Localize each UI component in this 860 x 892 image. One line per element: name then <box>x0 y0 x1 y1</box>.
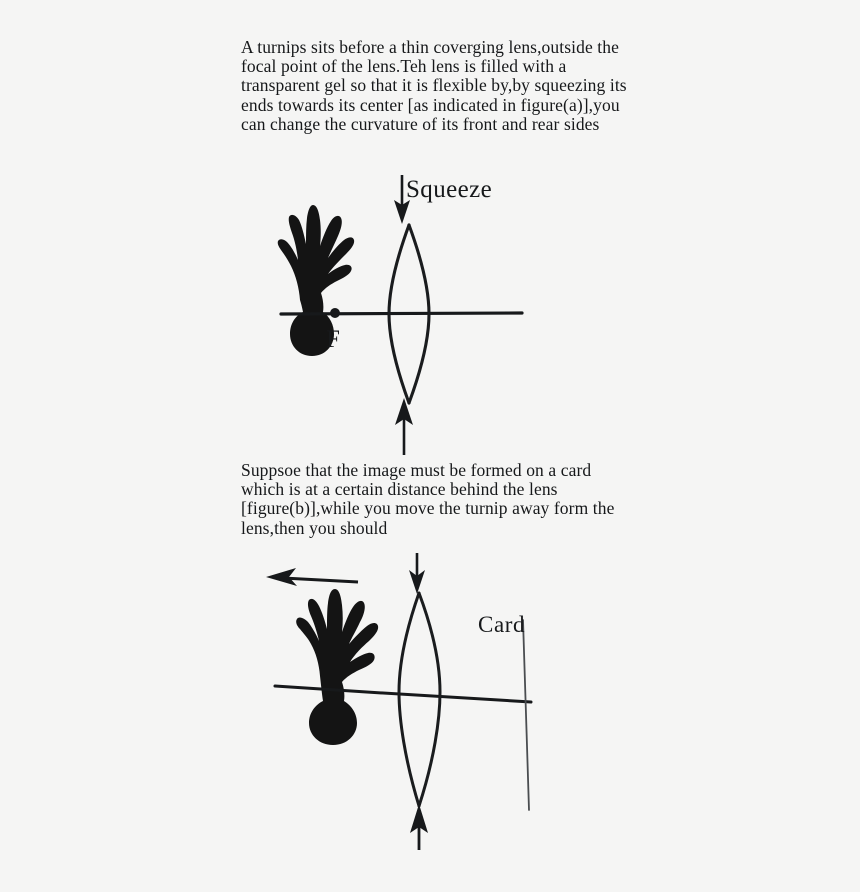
card-label: Card <box>478 612 526 637</box>
squeeze-arrow-bottom-figure-b <box>410 804 428 850</box>
card-line-figure-b <box>523 620 529 810</box>
problem-paragraph-first: A turnips sits before a thin coverging lens,outside the focal point of the lens.Teh lens is filled with a transparent gel so that it is flexible by,by squeezing its ends towards its center [as indicated in figure(a)],you can change the curvature of its front and rear sides <box>241 37 632 134</box>
optical-axis-figure-a <box>281 313 522 314</box>
squeeze-arrow-bottom-figure-a <box>395 398 413 455</box>
focal-point-label: F <box>326 326 340 353</box>
turnip-object-figure-a <box>278 205 354 356</box>
motion-arrow-left-figure-b <box>266 568 358 586</box>
figure-a <box>0 160 860 460</box>
squeeze-arrow-top-figure-b <box>409 553 425 594</box>
turnip-object-figure-b <box>296 589 378 745</box>
biconvex-lens-figure-b <box>399 593 440 806</box>
focal-point-dot <box>330 308 340 318</box>
optical-axis-figure-b <box>275 686 531 702</box>
squeeze-label: Squeeze <box>406 176 493 203</box>
figure-b <box>0 548 860 878</box>
problem-paragraph-second: Suppsoe that the image must be formed on a card which is at a certain distance behind the lens [figure(b)],while you move the turnip away form the lens,then you should <box>241 460 619 538</box>
